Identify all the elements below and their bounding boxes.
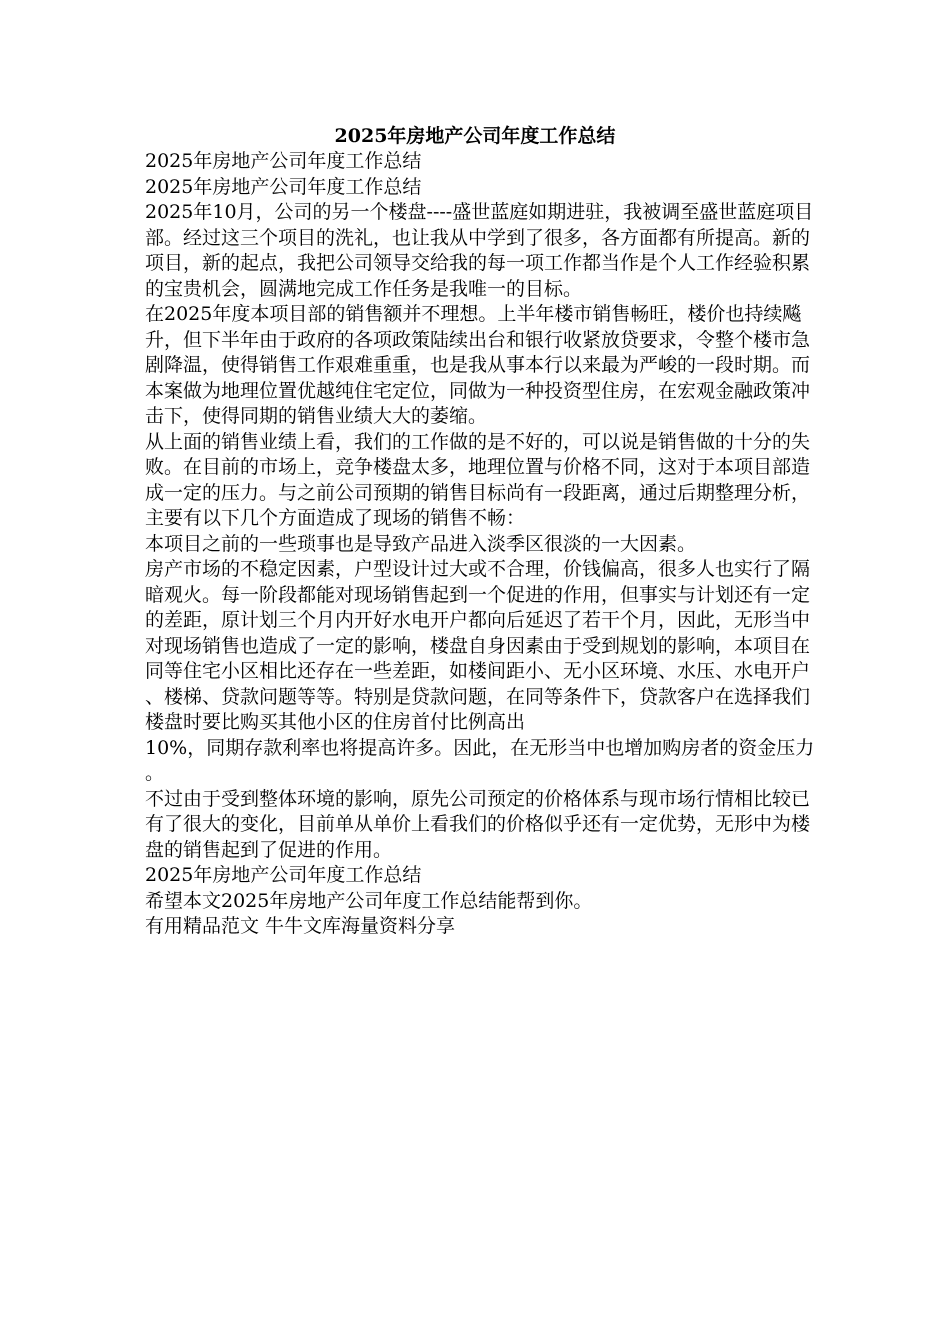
- document-body: [145, 149, 815, 940]
- footer-note: 有用精品范文 牛牛文库海量资料分享: [145, 915, 456, 937]
- body-paragraph: 本项目之前的一些琐事也是导致产品进入淡季区很淡的一大因素。: [145, 532, 697, 555]
- closing-note: 希望本文2025年房地产公司年度工作总结能帮到你。: [145, 889, 593, 912]
- body-paragraph: 从上面的销售业绩上看，我们的工作做的是不好的，可以说是销售做的十分的失败。在目前的市场上，竞争楼盘太多，地理位置与价格不同，这对于本项目部造成一定的压力。与之前公司预期的销售目标尚有一段距离，通过后期整理分析，主要有以下几个方面造成了现场的销售不畅：: [145, 430, 811, 529]
- subtitle-line: 2025年房地产公司年度工作总结: [145, 150, 422, 172]
- subtitle-line: 2025年房地产公司年度工作总结: [145, 175, 422, 198]
- body-paragraph: 房产市场的不稳定因素，户型设计过大或不合理，价钱偏高，很多人也实行了隔暗观火。每一阶段都能对现场销售起到一个促进的作用，但事实与计划还有一定的差距，原计划三个月内开好水电开户都向后延迟了若干个月，因此，无形当中对现场销售也造成了一定的影响，楼盘自身因素由于受到规划的影响，本项目在同等住宅小区相比还存在一些差距，如楼间距小、无小区环境、水压、水电开户、楼梯、贷款问题等等。特别是贷款问题，在同等条件下，贷款客户在选择我们楼盘时要比购买其他小区的住房首付比例高出: [145, 558, 811, 733]
- body-paragraph: 不过由于受到整体环境的影响，原先公司预定的价格体系与现市场行情相比较已有了很大的变化，目前单从单价上看我们的价格似乎还有一定优势，无形中为楼盘的销售起到了促进的作用。: [145, 787, 811, 861]
- body-paragraph: 在2025年度本项目部的销售额并不理想。上半年楼市销售畅旺，楼价也持续飚升，但下半年由于政府的各项政策陆续出台和银行收紧放贷要求，令整个楼市急剧降温，使得销售工作艰难重重，也是我从事本行以来最为严峻的一段时期。而本案做为地理位置优越纯住宅定位，同做为一种投资型住房，在宏观金融政策冲击下，使得同期的销售业绩大大的萎缩。: [145, 303, 811, 427]
- body-paragraph: 10%，同期存款利率也将提高许多。因此，在无形当中也增加购房者的资金压力。: [145, 736, 815, 784]
- document-title: 2025年房地产公司年度工作总结: [334, 125, 616, 147]
- body-paragraph: 2025年10月，公司的另一个楼盘----盛世蓝庭如期进驻，我被调至盛世蓝庭项目部。经过这三个项目的洗礼，也让我从中学到了很多，各方面都有所提高。新的项目，新的起点，我把公司领导交给我的每一项工作都当作是个人工作经验积累的宝贵机会，圆满地完成工作任务是我唯一的目标。: [145, 201, 814, 300]
- closing-title-line: 2025年房地产公司年度工作总结: [145, 864, 422, 886]
